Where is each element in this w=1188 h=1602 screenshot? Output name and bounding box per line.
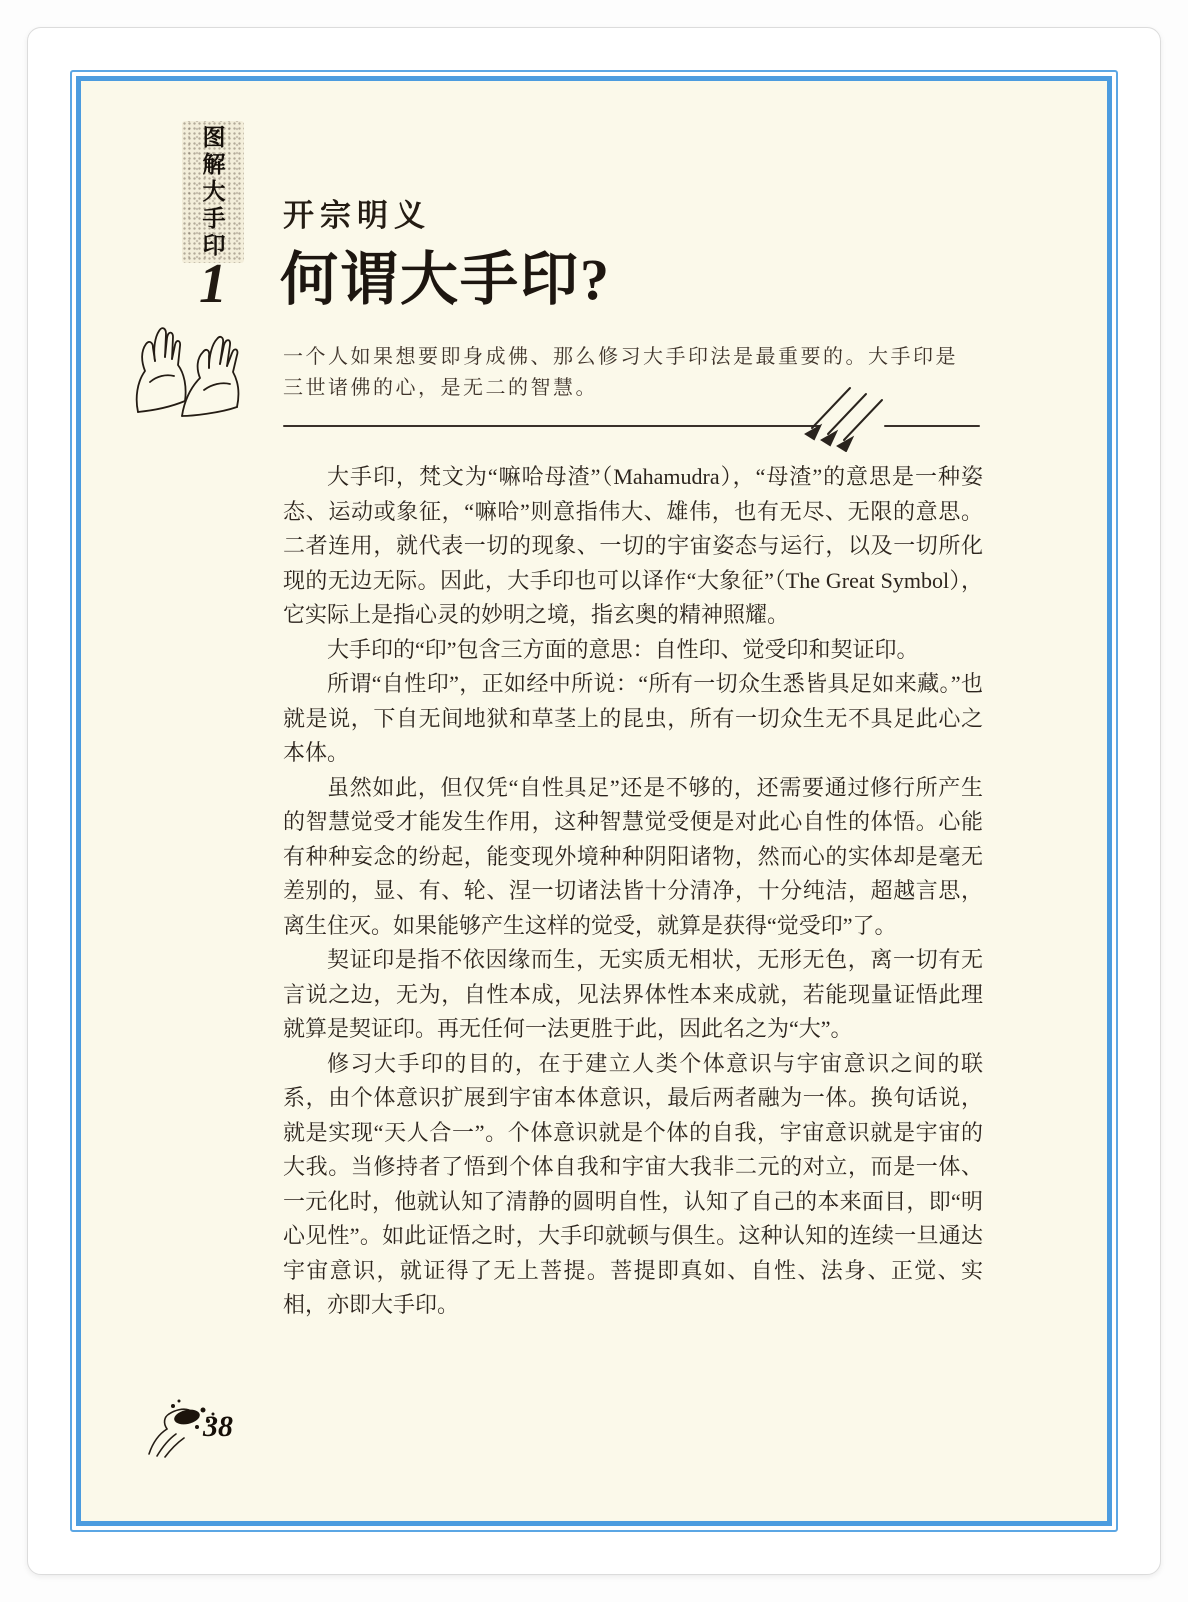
body-text (283, 460, 983, 1323)
mudra-hands-icon (130, 312, 262, 418)
divider-rule-left (283, 425, 821, 427)
body-paragraph: 大手印，梵文为“嘛哈母渣”（Mahamudra），“母渣”的意思是一种姿态、运动或象征，“嘛哈”则意指伟大、雄伟，也有无尽、无限的意思。二者连用，就代表一切的现象、一切的宇宙姿态与运行，以及一切所化现的无边无际。因此，大手印也可以译作“大象征”（The Great Symbol），它实际上是指心灵的妙明之境，指玄奥的精神照耀。 (283, 464, 983, 627)
triple-arrow-hatch-icon (792, 386, 910, 452)
body-paragraph: 修习大手印的目的，在于建立人类个体意识与宇宙意识之间的联系，由个体意识扩展到宇宙本体意识，最后两者融为一体。换句话说，就是实现“天人合一”。个体意识就是个体的自我，宇宙意识就是宇宙的大我。当修持者了悟到个体自我和宇宙大我非二元的对立，而是一体、一元化时，他就认知了清静的圆明自性，认知了自己的本来面目，即“明心见性”。如此证悟之时，大手印就顿与俱生。这种认知的连续一旦通达宇宙意识，就证得了无上菩提。菩提即真如、自性、法身、正觉、实相，亦即大手印。 (283, 1050, 983, 1317)
body-paragraph: 契证印是指不依因缘而生，无实质无相状，无形无色，离一切有无言说之边，无为，自性本成，见法界体性本来成就，若能现量证悟此理就算是契证印。再无任何一法更胜于此，因此名之为“大”。 (283, 947, 983, 1041)
body-paragraph: 虽然如此，但仅凭“自性具足”还是不够的，还需要通过修行所产生的智慧觉受才能发生作用，这种智慧觉受便是对此心自性的体悟。心能有种种妄念的纷起，能变现外境种种阴阳诸物，然而心的实体却是毫无差别的，显、有、轮、涅一切诸法皆十分清净，十分纯洁，超越言思，离生住灭。如果能够产生这样的觉受，就算是获得“觉受印”了。 (283, 774, 983, 938)
body-paragraph: 所谓“自性印”，正如经中所说：“所有一切众生悉皆具足如来藏。”也就是说，下自无间地狱和草茎上的昆虫，所有一切众生无不具足此心之本体。 (283, 671, 983, 765)
series-title-stamp (182, 121, 244, 263)
body-paragraph: 大手印的“印”包含三方面的意思：自性印、觉受印和契证印。 (327, 636, 919, 662)
chapter-number: 1 (199, 253, 227, 315)
section-kicker: 开宗明义 (283, 198, 431, 233)
page-number: 38 (203, 1410, 233, 1443)
series-title-vertical: 图解大手印 (199, 124, 226, 260)
chapter-title: 何谓大手印? (280, 247, 612, 312)
lede-paragraph: 一个人如果想要即身成佛、那么修习大手印法是最重要的。大手印是三世诸佛的心，是无二的智慧。 (283, 346, 958, 399)
